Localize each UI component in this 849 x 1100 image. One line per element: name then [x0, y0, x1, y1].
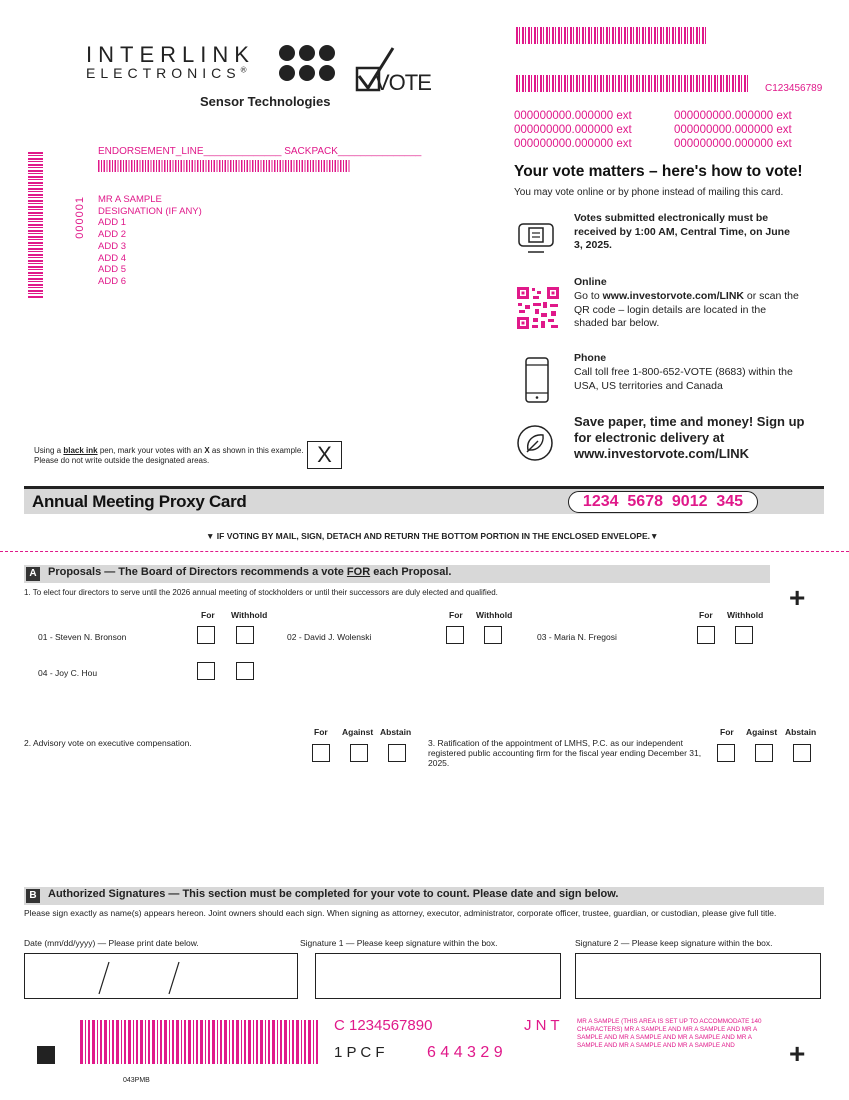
withhold-checkbox[interactable]	[236, 626, 254, 644]
ext-code: 000000000.000000 ext	[674, 110, 792, 122]
section-b-tag: B	[26, 889, 40, 903]
col-withhold: Withhold	[231, 610, 268, 620]
address-lines	[98, 194, 202, 288]
address-line: ADD 6	[98, 275, 126, 287]
postal-barcode	[98, 160, 350, 172]
qr-code-icon[interactable]	[515, 285, 561, 331]
barcode-vertical	[28, 152, 43, 298]
company-logo	[86, 42, 346, 112]
nominee-name: 01 - Steven N. Bronson	[38, 632, 127, 642]
ext-code: 000000000.000000 ext	[514, 124, 632, 136]
for-checkbox[interactable]	[697, 626, 715, 644]
phone-title: Phone	[574, 352, 607, 364]
col-abstain: Abstain	[785, 727, 817, 737]
for-checkbox[interactable]	[717, 744, 735, 762]
col-against: Against	[746, 727, 778, 737]
detach-line	[0, 551, 849, 552]
against-checkbox[interactable]	[350, 744, 368, 762]
for-checkbox[interactable]	[312, 744, 330, 762]
footer-small-code: 043PMB	[123, 1077, 150, 1084]
online-text-post: or scan the QR code – login details are located in the shaded bar below.	[574, 290, 799, 329]
withhold-checkbox[interactable]	[735, 626, 753, 644]
for-checkbox[interactable]	[446, 626, 464, 644]
vote-mark-text: VOTE	[375, 70, 431, 95]
signature-1-box[interactable]	[315, 953, 561, 999]
nominee-name: 04 - Joy C. Hou	[38, 668, 98, 678]
online-text	[574, 290, 800, 331]
address-line: MR A SAMPLE	[98, 194, 162, 205]
phone-text: Call toll free 1-800-652-VOTE (8683) within the USA, US territories and Canada	[574, 366, 793, 392]
sequence-number: 000001	[74, 196, 86, 239]
nominee-name: 02 - David J. Wolenski	[287, 632, 372, 642]
col-for: For	[449, 610, 463, 620]
ext-code: 000000000.000000 ext	[514, 138, 632, 150]
col-for: For	[201, 610, 215, 620]
online-url-link[interactable]: www.investorvote.com/LINK	[602, 290, 744, 302]
control-code: C123456789	[765, 83, 823, 94]
address-line: ADD 5	[98, 264, 126, 276]
registration-square	[37, 1046, 55, 1064]
signature-2-label: Signature 2 — Please keep signature within the box.	[575, 938, 773, 948]
col-against: Against	[342, 727, 374, 737]
ink-instructions-line1: Using a black ink pen, mark your votes with an X as shown in this example.	[34, 446, 304, 455]
address-line: ADD 3	[98, 240, 126, 252]
phone-icon	[524, 356, 550, 404]
section-a-title: Proposals — The Board of Directors recommends a vote FOR each Proposal.	[48, 566, 452, 578]
col-withhold: Withhold	[476, 610, 513, 620]
col-withhold: Withhold	[727, 610, 764, 620]
ext-code: 000000000.000000 ext	[674, 124, 792, 136]
detach-instruction: ▼ IF VOTING BY MAIL, SIGN, DETACH AND RETURN THE BOTTOM PORTION IN THE ENCLOSED ENVELOPE.▼	[206, 531, 659, 541]
footer-code-1pcf: 1 P C F	[334, 1044, 385, 1061]
footer-barcode	[80, 1020, 320, 1064]
abstain-checkbox[interactable]	[388, 744, 406, 762]
against-checkbox[interactable]	[755, 744, 773, 762]
ink-instructions	[34, 446, 304, 466]
proposal-1-text: 1. To elect four directors to serve until the 2026 annual meeting of stockholders or until their successors are duly elected and qualified.	[24, 588, 498, 597]
withhold-checkbox[interactable]	[236, 662, 254, 680]
footer-control-code: C 1234567890	[334, 1017, 433, 1034]
withhold-checkbox[interactable]	[484, 626, 502, 644]
logo-text-interlink: INTERLINK	[86, 42, 255, 67]
barcode-control	[516, 75, 750, 92]
nominee-name: 03 - Maria N. Fregosi	[537, 632, 617, 642]
proposal-2-text: 2. Advisory vote on executive compensation.	[24, 738, 192, 748]
col-for: For	[699, 610, 713, 620]
barcode-top	[516, 27, 708, 44]
leaf-icon	[516, 424, 554, 462]
address-line: ADD 2	[98, 229, 126, 241]
save-paper-text: Save paper, time and money! Sign up for electronic delivery at www.investorvote.com/LINK	[574, 414, 805, 461]
date-input-box[interactable]	[24, 953, 298, 999]
ext-code: 000000000.000000 ext	[514, 110, 632, 122]
col-for: For	[720, 727, 734, 737]
plus-mark-bottom: +	[789, 1038, 806, 1069]
abstain-checkbox[interactable]	[793, 744, 811, 762]
deadline-text: Votes submitted electronically must be received by 1:00 AM, Central Time, on June 3, 2025.	[574, 212, 790, 251]
signature-1-label: Signature 1 — Please keep signature within the box.	[300, 938, 498, 948]
ext-code: 000000000.000000 ext	[674, 138, 792, 150]
endorsement-line: ENDORSEMENT_LINE______________ SACKPACK_______________	[98, 146, 422, 157]
date-separators	[85, 958, 185, 996]
card-number: 1234 5678 9012 345	[568, 491, 758, 513]
address-line: DESIGNATION (IF ANY)	[98, 205, 202, 217]
col-for: For	[314, 727, 328, 737]
address-line: ADD 4	[98, 252, 126, 264]
section-a-tag: A	[26, 567, 40, 581]
vote-mark	[355, 46, 435, 96]
footer-sample-text: MR A SAMPLE (THIS AREA IS SET UP TO ACCOMMODATE 140 CHARACTERS) MR A SAMPLE AND MR A SAMPLE AND MR A SAMPLE AND MR A SAMPLE AND MR A SAMPLE AND MR A SAMPLE AND MR A SAMPLE AND MR A SAMPLE AND	[577, 1018, 762, 1049]
plus-mark-top: +	[789, 582, 806, 613]
ink-instructions-line2: Please do not write outside the designated areas.	[34, 456, 210, 465]
computer-icon	[516, 220, 556, 258]
logo-dots-icon	[278, 44, 338, 82]
vote-matters-heading: Your vote matters – here's how to vote!	[514, 163, 803, 180]
logo-text-electronics: ELECTRONICS®	[86, 65, 247, 81]
address-line: ADD 1	[98, 217, 126, 229]
for-checkbox[interactable]	[197, 626, 215, 644]
online-text-pre: Go to	[574, 290, 603, 302]
card-title: Annual Meeting Proxy Card	[32, 492, 247, 511]
col-abstain: Abstain	[380, 727, 412, 737]
footer-jnt: J N T	[524, 1017, 560, 1034]
for-checkbox[interactable]	[197, 662, 215, 680]
signature-instructions: Please sign exactly as name(s) appears hereon. Joint owners should each sign. When signing as attorney, executor, administrator, corporate officer, trustee, guardian, or custodian, please give full title.	[24, 908, 777, 918]
logo-tagline: Sensor Technologies	[200, 94, 331, 109]
vote-matters-sub: You may vote online or by phone instead of mailing this card.	[514, 187, 784, 198]
proposal-3-text: 3. Ratification of the appointment of LMHS, P.C. as our independent registered public accounting firm for the fiscal year ending December 31, 2025.	[428, 738, 702, 768]
footer-code-number: 6 4 4 3 2 9	[427, 1044, 503, 1061]
signature-2-box[interactable]	[575, 953, 821, 999]
section-b-title: Authorized Signatures — This section must be completed for your vote to count. Please date and sign below.	[48, 888, 619, 900]
card-bar	[24, 486, 824, 514]
date-label: Date (mm/dd/yyyy) — Please print date below.	[24, 938, 199, 948]
example-mark-box: X	[307, 441, 342, 469]
online-title: Online	[574, 276, 607, 288]
